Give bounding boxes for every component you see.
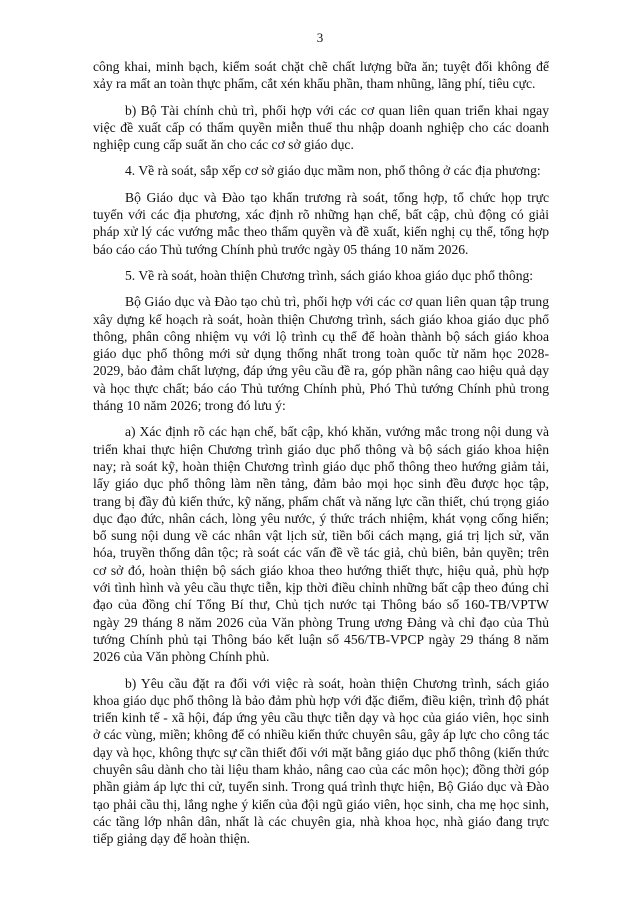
heading-item-4-school-arrangement: 4. Về rà soát, sắp xếp cơ sở giáo dục mầm non, phổ thông ở các địa phương: xyxy=(125,163,541,179)
paragraph-item-4-body: Bộ Giáo dục và Đào tạo khẩn trương rà soát, tổng hợp, tổ chức họp trực tuyến với các địa phương, xác định rõ những hạn chế, bất cập, chủ động có giải pháp xử lý các vướng mắc theo thẩm quyền và đề xuất, kiến nghị cụ thể, tổng hợp báo cáo cáo Thủ tướng Chính phủ trước ngày 05 tháng 10 năm 2026. xyxy=(93,189,549,257)
paragraph-item-5-body: Bộ Giáo dục và Đào tạo chủ trì, phối hợp với các cơ quan liên quan tập trung xây dựng kế hoạch rà soát, hoàn thiện Chương trình, sách giáo khoa giáo dục phổ thông, phân công nhiệm vụ với lộ trình cụ thể để hoàn thành bộ sách giáo khoa giáo dục phổ thông mới sử dụng thống nhất trong toàn quốc từ năm học 2028-2029, bảo đảm chất lượng, đáp ứng yêu cầu đề ra, góp phần nâng cao hiệu quả dạy và học thực chất; báo cáo Thủ tướng Chính phủ, Phó Thủ tướng Chính phủ trong tháng 10 năm 2026; trong đó lưu ý: xyxy=(93,294,549,414)
paragraph-meal-quality-continued: công khai, minh bạch, kiểm soát chặt chẽ chất lượng bữa ăn; tuyệt đối không để xảy ra mất an toàn thực phẩm, cắt xén khẩu phần, tham nhũng, lãng phí, tiêu cực. xyxy=(93,59,549,92)
page-number: 3 xyxy=(316,30,324,45)
paragraph-ministry-finance-tax: b) Bộ Tài chính chủ trì, phối hợp với các cơ quan liên quan triển khai ngay việc đề xuất cấp có thẩm quyền miễn thuế thu nhập doanh nghiệp cho các doanh nghiệp cung cấp suất ăn cho các cơ sở giáo dục. xyxy=(93,102,549,153)
paragraph-item-5b: b) Yêu cầu đặt ra đối với việc rà soát, hoàn thiện Chương trình, sách giáo khoa giáo dục phổ thông là bảo đảm phù hợp với đặc điểm, điều kiện, trình độ phát triển kinh tế - xã hội, đáp ứng yêu cầu thực tiễn dạy và học của giáo viên, học sinh ở các vùng, miền; không để có nhiều kiến thức chuyên sâu, gây áp lực cho công tác dạy và học, không thực sự cần thiết đối với mặt bằng giáo dục phổ thông (kiến thức chuyên sâu dành cho tài liệu tham khảo, nâng cao của các môn học); đồng thời góp phần giảm áp lực thi cử, tuyển sinh. Trong quá trình thực hiện, Bộ Giáo dục và Đào tạo phải cầu thị, lắng nghe ý kiến của đội ngũ giáo viên, học sinh, cha mẹ học sinh, các tầng lớp nhân dân, nhất là các chuyên gia, nhà khoa học, nhà giáo đang trực tiếp giảng dạy để hoàn thiện. xyxy=(93,675,549,847)
paragraph-item-5a: a) Xác định rõ các hạn chế, bất cập, khó khăn, vướng mắc trong nội dung và triển khai thực hiện Chương trình giáo dục phổ thông và bộ sách giáo khoa hiện nay; rà soát kỹ, hoàn thiện Chương trình giáo dục phổ thông theo hướng giảm tải, lấy giáo dục phổ thông làm nền tảng, đảm bảo mọi học sinh đều được học tập, trang bị đầy đủ kiến thức, kỹ năng, phẩm chất và năng lực cần thiết, chú trọng giáo dục đạo đức, nhân cách, lòng yêu nước, ý thức trách nhiệm, khát vọng cống hiến; bổ sung nội dung về các nhân vật lịch sử, tiền bối cách mạng, giá trị lịch sử, văn hóa, truyền thống dân tộc; rà soát các vấn đề về tác giả, chủ biên, bản quyền; trên cơ sở đó, hoàn thiện bộ sách giáo khoa theo hướng thiết thực, hiệu quả, phù hợp với tình hình và yêu cầu thực tiễn, kịp thời điều chỉnh những bất cập theo đúng chỉ đạo của đồng chí Tổng Bí thư, Chủ tịch nước tại Thông báo số 160-TB/VPTW ngày 29 tháng 8 năm 2026 của Văn phòng Trung ương Đảng và chỉ đạo của Thủ tướng Chính phủ tại Thông báo kết luận số 456/TB-VPCP ngày 29 tháng 8 năm 2026 của Văn phòng Chính phủ. xyxy=(93,424,549,665)
heading-item-5-curriculum-review: 5. Về rà soát, hoàn thiện Chương trình, sách giáo khoa giáo dục phổ thông: xyxy=(125,267,534,283)
document-body xyxy=(93,58,549,856)
